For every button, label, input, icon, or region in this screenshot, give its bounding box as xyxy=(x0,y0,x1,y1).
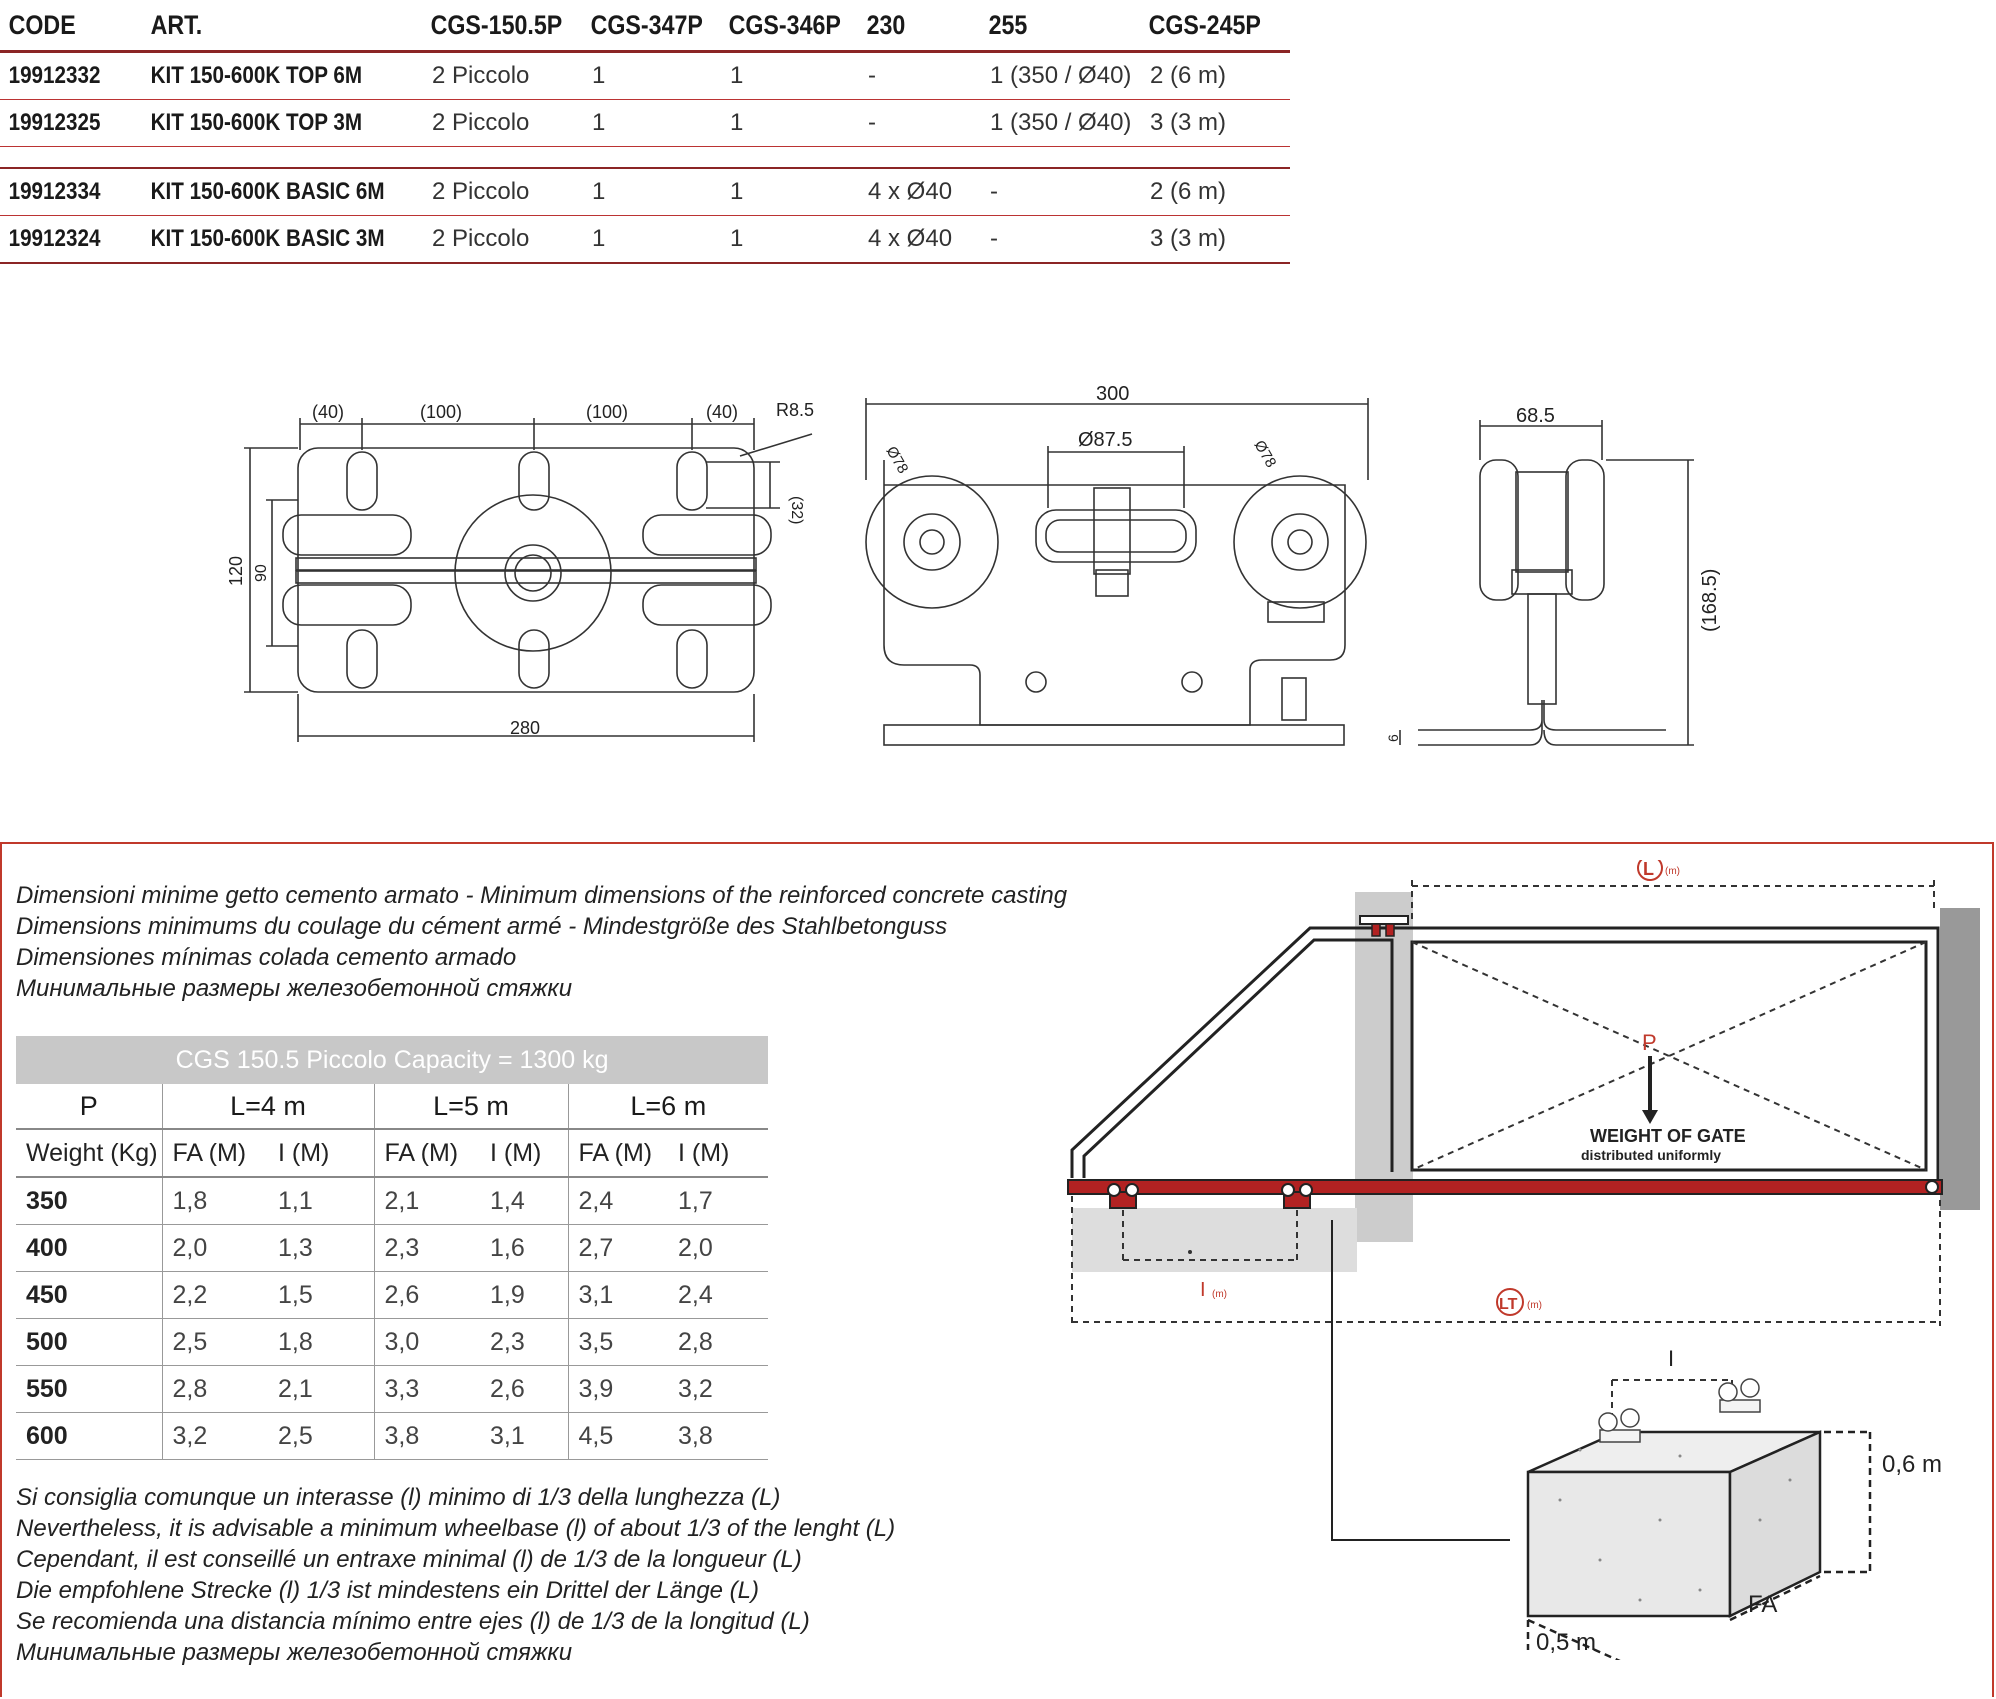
p-label: P xyxy=(16,1084,162,1129)
kit-cell: 1 (350 / Ø40) xyxy=(980,100,1140,147)
weight-title: WEIGHT OF GATE xyxy=(1590,1126,1746,1146)
sub-header: I (M) xyxy=(480,1129,568,1177)
kit-cell: 1 xyxy=(582,52,720,100)
lt-symbol-text: LT xyxy=(1499,1296,1518,1313)
value-cell: 1,7 xyxy=(668,1177,768,1225)
kit-cell: - xyxy=(858,52,980,100)
dim-label: 280 xyxy=(510,718,541,738)
note-line: Se recomienda una distancia mínimo entre ejes (l) de 1/3 de la longitud (L) xyxy=(16,1608,810,1635)
i-unit: (m) xyxy=(1212,1289,1227,1300)
kit-header-cgs347p: CGS-347P xyxy=(582,0,701,52)
value-cell: 2,0 xyxy=(162,1225,268,1272)
dim-label: (32) xyxy=(788,496,805,525)
note-line: Nevertheless, it is advisable a minimum wheelbase (l) of about 1/3 of the lenght (L) xyxy=(16,1515,896,1542)
kit-cell: 1 xyxy=(582,216,720,264)
weight-label: Weight (Kg) xyxy=(16,1129,162,1177)
p-label: P xyxy=(1642,1030,1657,1055)
dim-label: R8.5 xyxy=(776,400,815,420)
intro-line: Dimensiones mínimas colada cemento armado xyxy=(16,944,517,971)
table-row xyxy=(16,1366,768,1413)
table-row xyxy=(0,100,1290,147)
value-cell: 2,6 xyxy=(374,1272,480,1319)
weight-subtitle: distributed uniformly xyxy=(1581,1147,1721,1163)
value-cell: 1,9 xyxy=(480,1272,568,1319)
group-l5: L=5 m xyxy=(374,1084,568,1129)
gate-rail xyxy=(1068,1180,1942,1194)
kit-cell: 1 xyxy=(720,168,858,216)
value-cell: 1,5 xyxy=(268,1272,374,1319)
kit-art: KIT 150-600K TOP 6M xyxy=(142,52,383,100)
l-symbol-text: L xyxy=(1643,860,1654,879)
value-cell: 2,2 xyxy=(162,1272,268,1319)
lt-unit: (m) xyxy=(1527,1300,1542,1311)
kit-cell: 2 Piccolo xyxy=(422,52,582,100)
capacity-subheader-row xyxy=(16,1129,768,1177)
weight-cell: 500 xyxy=(16,1319,162,1366)
dim-label: (40) xyxy=(706,402,739,422)
dim-label: (168.5) xyxy=(1699,568,1721,632)
kit-art: KIT 150-600K TOP 3M xyxy=(142,100,383,147)
value-cell: 2,5 xyxy=(162,1319,268,1366)
value-cell: 2,3 xyxy=(374,1225,480,1272)
capacity-title-row xyxy=(16,1036,768,1084)
dim-label: 68.5 xyxy=(1516,405,1555,427)
value-cell: 2,4 xyxy=(568,1177,668,1225)
value-cell: 3,2 xyxy=(162,1413,268,1460)
value-cell: 1,3 xyxy=(268,1225,374,1272)
sub-header: FA (M) xyxy=(568,1129,668,1177)
dim-label: (100) xyxy=(586,402,629,422)
dim-label: Ø78 xyxy=(1250,437,1280,471)
kit-table xyxy=(0,0,1290,264)
table-row xyxy=(16,1225,768,1272)
i-label: I xyxy=(1200,1279,1206,1301)
value-cell: 2,4 xyxy=(668,1272,768,1319)
kit-cell: 1 xyxy=(582,100,720,147)
value-cell: 2,8 xyxy=(668,1319,768,1366)
kit-code: 19912325 xyxy=(0,100,122,147)
intro-text xyxy=(16,880,1067,1004)
kit-cell: 1 (350 / Ø40) xyxy=(980,52,1140,100)
block-width-label: 0,5 m xyxy=(1536,1629,1597,1656)
kit-code: 19912334 xyxy=(0,168,122,216)
capacity-table xyxy=(16,1036,768,1460)
group-l6: L=6 m xyxy=(568,1084,768,1129)
kit-cell: 3 (3 m) xyxy=(1140,100,1290,147)
concrete-base xyxy=(1072,1208,1357,1272)
kit-header-cgs1505p: CGS-150.5P xyxy=(422,0,560,52)
table-spacer-row xyxy=(0,147,1290,169)
block-i-label: I xyxy=(1668,1346,1675,1371)
value-cell: 2,5 xyxy=(268,1413,374,1460)
kit-header-row xyxy=(0,0,1290,52)
value-cell: 1,4 xyxy=(480,1177,568,1225)
sub-header: FA (M) xyxy=(374,1129,480,1177)
value-cell: 3,8 xyxy=(374,1413,480,1460)
kit-header-cgs346p: CGS-346P xyxy=(720,0,839,52)
intro-line: Dimensioni minime getto cemento armato - Minimum dimensions of the reinforced concrete casting xyxy=(16,882,1068,909)
intro-line: Минимальные размеры железобетонной стяжки xyxy=(16,975,573,1002)
kit-header-art: ART. xyxy=(142,0,383,52)
top-guide xyxy=(1360,916,1408,924)
kit-cell: 3 (3 m) xyxy=(1140,216,1290,264)
weight-cell: 550 xyxy=(16,1366,162,1413)
block-fa-label: FA xyxy=(1748,1591,1778,1618)
kit-cell: 1 xyxy=(720,216,858,264)
sub-header: I (M) xyxy=(268,1129,374,1177)
kit-code: 19912324 xyxy=(0,216,122,264)
kit-header-230: 230 xyxy=(858,0,963,52)
table-row xyxy=(0,168,1290,216)
kit-cell: 2 Piccolo xyxy=(422,168,582,216)
capacity-group-row xyxy=(16,1084,768,1129)
dim-label: Ø87.5 xyxy=(1078,429,1133,451)
kit-header-cgs245p: CGS-245P xyxy=(1140,0,1269,52)
table-row xyxy=(16,1319,768,1366)
top-view-drawing xyxy=(244,418,812,742)
kit-cell: 2 (6 m) xyxy=(1140,52,1290,100)
value-cell: 2,6 xyxy=(480,1366,568,1413)
kit-cell: 2 Piccolo xyxy=(422,216,582,264)
value-cell: 3,2 xyxy=(668,1366,768,1413)
value-cell: 1,8 xyxy=(162,1177,268,1225)
dim-label: 120 xyxy=(226,555,246,586)
kit-cell: 4 x Ø40 xyxy=(858,168,980,216)
note-line: Минимальные размеры железобетонной стяжки xyxy=(16,1639,573,1666)
dim-label: 90 xyxy=(253,564,270,582)
value-cell: 3,3 xyxy=(374,1366,480,1413)
gate-diagram xyxy=(1060,860,1990,1660)
value-cell: 2,3 xyxy=(480,1319,568,1366)
kit-cell: 1 xyxy=(582,168,720,216)
value-cell: 3,0 xyxy=(374,1319,480,1366)
note-line: Si consiglia comunque un interasse (l) minimo di 1/3 della lunghezza (L) xyxy=(16,1484,781,1511)
kit-art: KIT 150-600K BASIC 3M xyxy=(142,216,383,264)
value-cell: 3,9 xyxy=(568,1366,668,1413)
value-cell: 1,8 xyxy=(268,1319,374,1366)
kit-code: 19912332 xyxy=(0,52,122,100)
dim-label: (100) xyxy=(420,402,463,422)
kit-cell: 2 (6 m) xyxy=(1140,168,1290,216)
sub-header: FA (M) xyxy=(162,1129,268,1177)
value-cell: 2,8 xyxy=(162,1366,268,1413)
group-l4: L=4 m xyxy=(162,1084,374,1129)
weight-cell: 400 xyxy=(16,1225,162,1272)
kit-cell: - xyxy=(980,216,1140,264)
weight-cell: 450 xyxy=(16,1272,162,1319)
capacity-title: CGS 150.5 Piccolo Capacity = 1300 kg xyxy=(16,1036,768,1084)
kit-cell: 1 xyxy=(720,100,858,147)
side-view-drawing xyxy=(1400,420,1694,745)
kit-cell: 4 x Ø40 xyxy=(858,216,980,264)
l-unit: (m) xyxy=(1665,866,1680,877)
kit-cell: - xyxy=(980,168,1140,216)
value-cell: 4,5 xyxy=(568,1413,668,1460)
kit-header-code: CODE xyxy=(0,0,122,52)
value-cell: 1,1 xyxy=(268,1177,374,1225)
sub-header: I (M) xyxy=(668,1129,768,1177)
value-cell: 3,8 xyxy=(668,1413,768,1460)
dim-label: (40) xyxy=(312,402,345,422)
technical-drawings xyxy=(0,380,1996,780)
table-row xyxy=(0,216,1290,264)
table-row xyxy=(16,1413,768,1460)
value-cell: 2,0 xyxy=(668,1225,768,1272)
notes-text xyxy=(16,1482,895,1668)
kit-cell: - xyxy=(858,100,980,147)
weight-cell: 600 xyxy=(16,1413,162,1460)
dim-label: Ø78 xyxy=(882,443,912,477)
value-cell: 3,5 xyxy=(568,1319,668,1366)
value-cell: 2,7 xyxy=(568,1225,668,1272)
value-cell: 2,1 xyxy=(374,1177,480,1225)
value-cell: 2,1 xyxy=(268,1366,374,1413)
weight-cell: 350 xyxy=(16,1177,162,1225)
table-row xyxy=(0,52,1290,100)
value-cell: 3,1 xyxy=(480,1413,568,1460)
dim-label: 300 xyxy=(1096,383,1130,405)
intro-line: Dimensions minimums du coulage du cément armé - Mindestgröße des Stahlbetonguss xyxy=(16,913,948,940)
value-cell: 3,1 xyxy=(568,1272,668,1319)
concrete-block xyxy=(1528,1379,1820,1616)
table-row xyxy=(16,1272,768,1319)
kit-art: KIT 150-600K BASIC 6M xyxy=(142,168,383,216)
table-row xyxy=(16,1177,768,1225)
kit-cell: 2 Piccolo xyxy=(422,100,582,147)
block-height-label: 0,6 m xyxy=(1882,1451,1943,1478)
kit-cell: 1 xyxy=(720,52,858,100)
value-cell: 1,6 xyxy=(480,1225,568,1272)
right-post xyxy=(1940,908,1980,1210)
note-line: Cependant, il est conseillé un entraxe minimal (l) de 1/3 de la longueur (L) xyxy=(16,1546,802,1573)
gate-frame xyxy=(1072,928,1938,1190)
note-line: Die empfohlene Strecke (l) 1/3 ist mindestens ein Drittel der Länge (L) xyxy=(16,1577,760,1604)
kit-header-255: 255 xyxy=(980,0,1118,52)
dim-label: 6 xyxy=(1385,734,1401,742)
